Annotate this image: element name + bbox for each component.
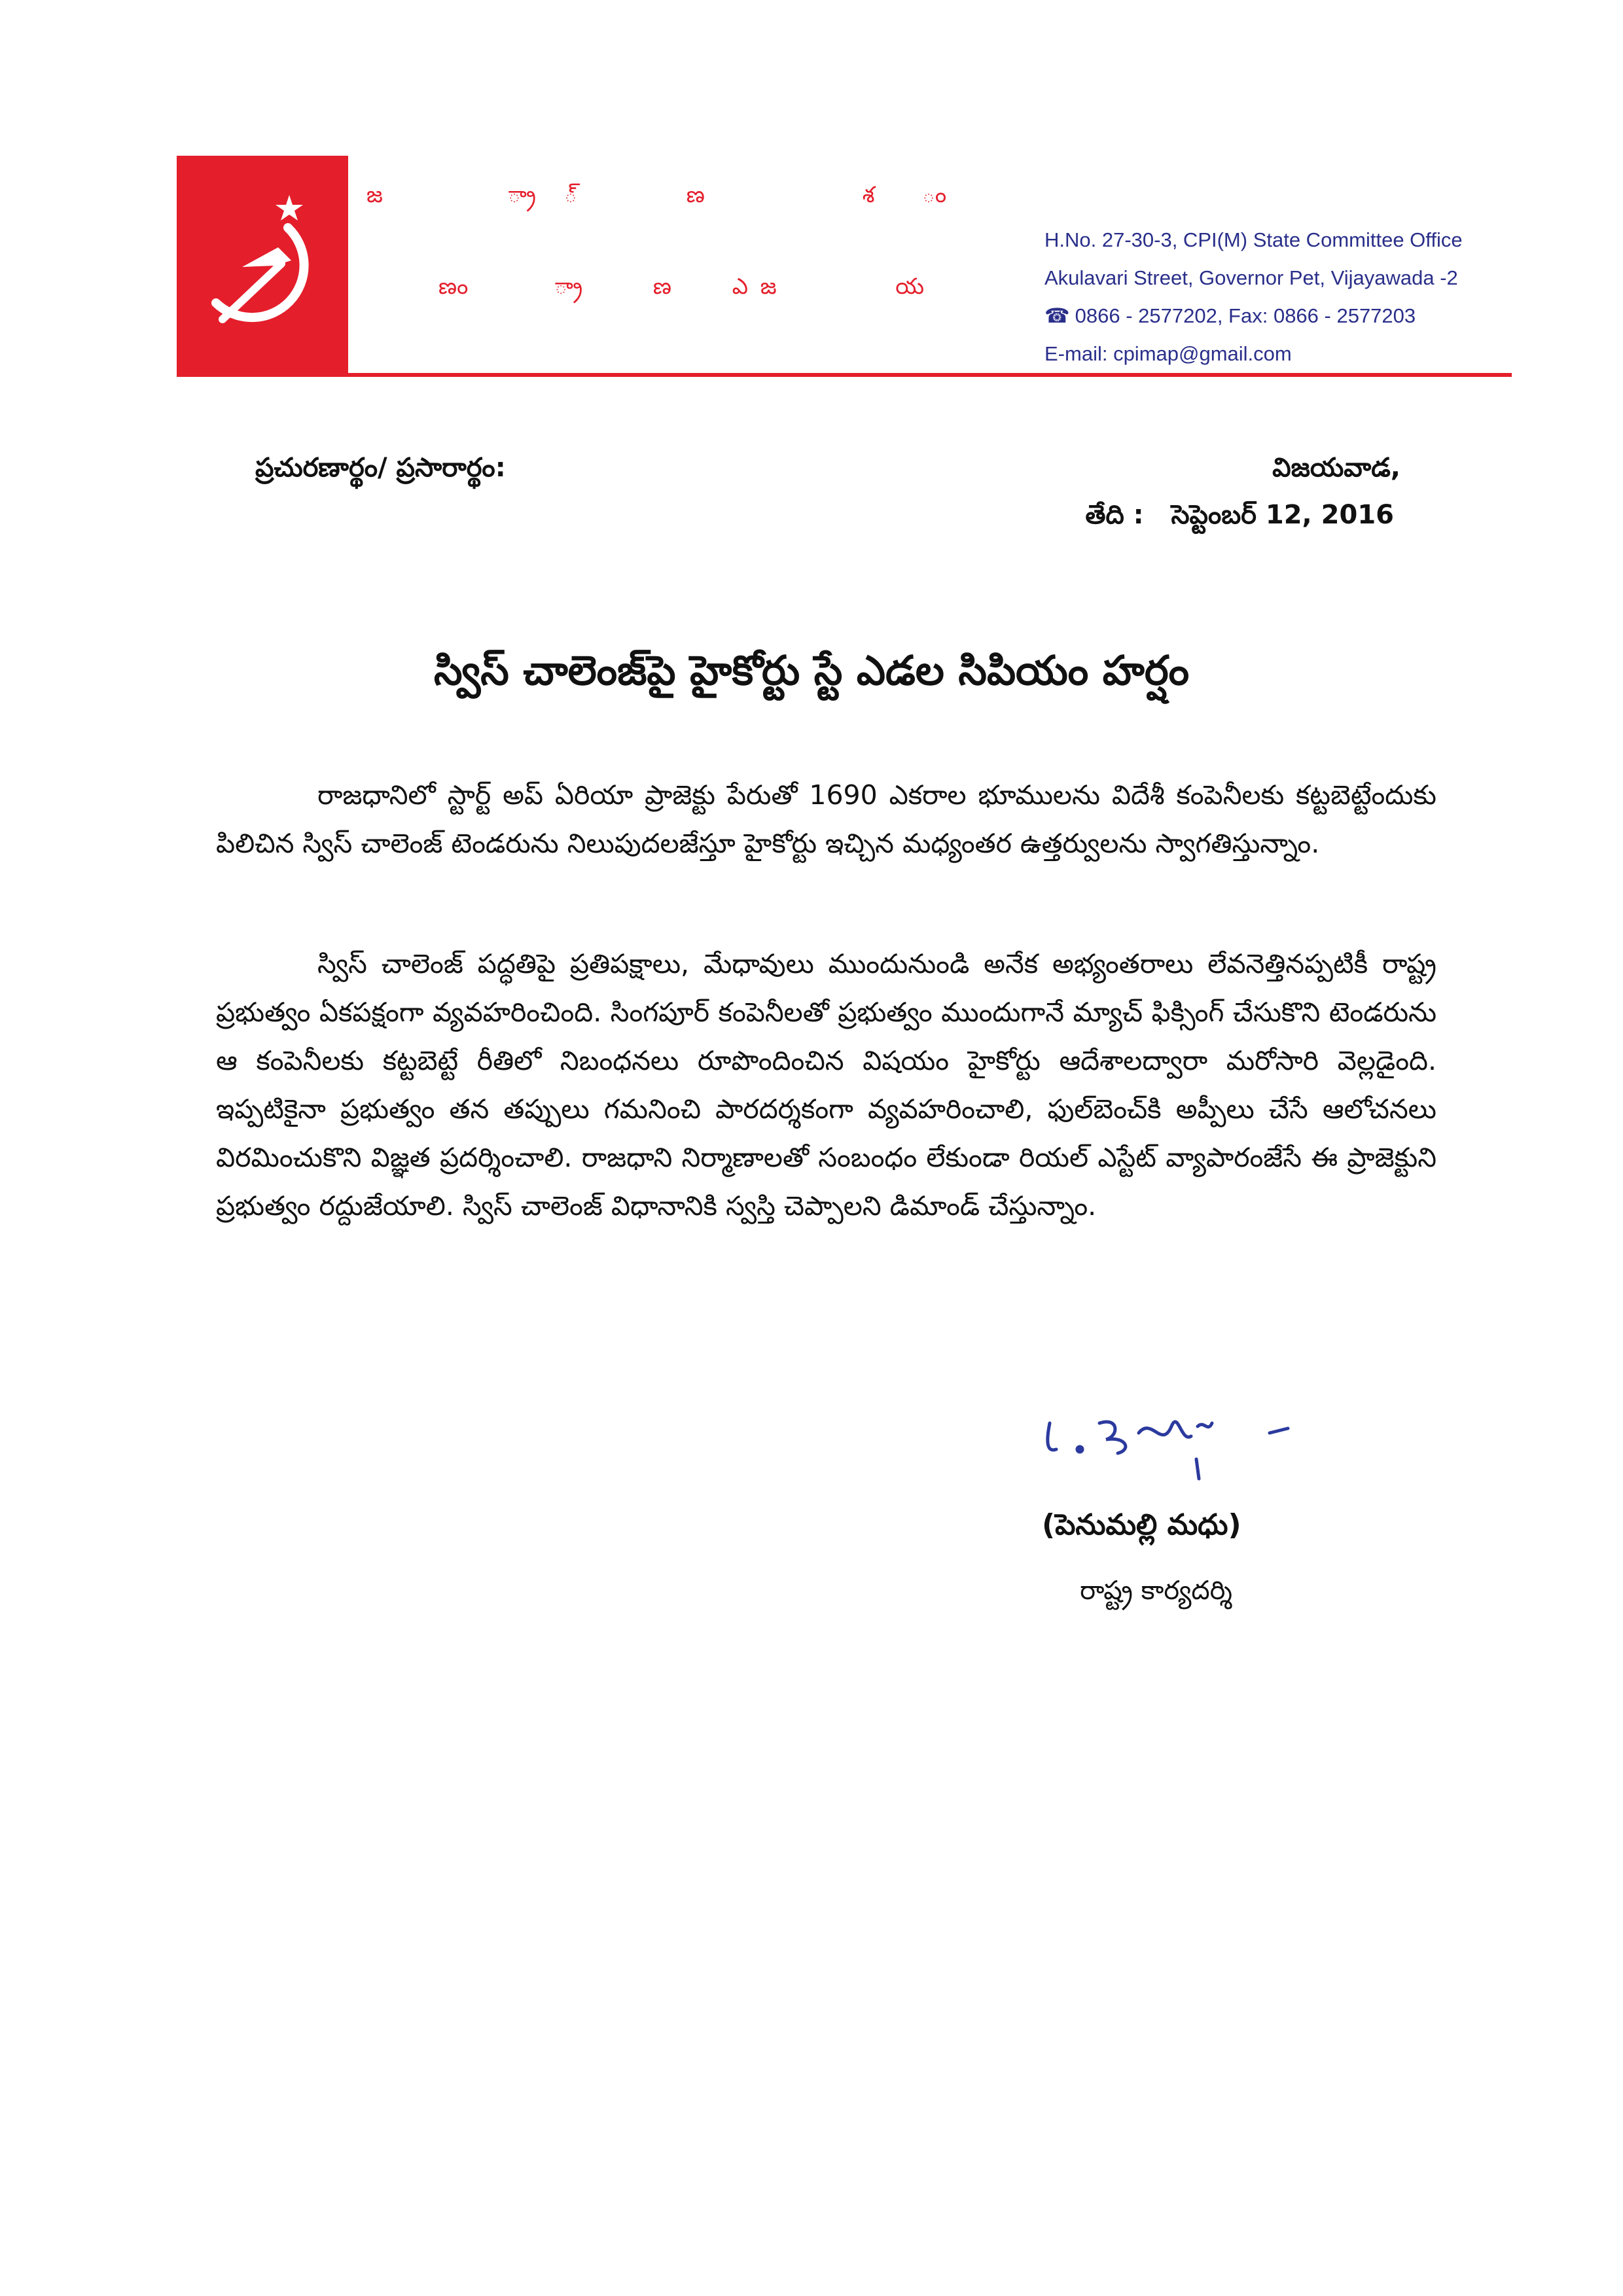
paragraph-text: రాజధానిలో స్టార్ట్ అప్ ఏరియా ప్రాజెక్టు పేరుతో 1690 ఎకరాల భూములను విదేశీ కంపెనీలకు కట్టబెట్టేందుకు పిలిచిన స్విస్ చాలెంజ్ టెండరును నిలుపుదలజేస్తూ హైకోర్టు ఇచ్చిన మధ్యంతర ఉత్తర్వులను స్వాగతిస్తున్నాం.: [216, 779, 1436, 859]
body-paragraph-2: [216, 940, 1436, 1230]
contact-block: [1044, 221, 1463, 373]
page-title: స్విస్ చాలెంజ్‌పై హైకోర్టు స్టే ఎడల సిపియం హర్షం: [433, 646, 1190, 694]
date-row: [1085, 500, 1394, 537]
paragraph-text: స్విస్ చాలెంజ్ పద్ధతిపై ప్రతిపక్షాలు, మేధావులు ముందునుండి అనేక అభ్యంతరాలు లేవనెత్తినప్పటికీ రాష్ట్ర ప్రభుత్వం ఏకపక్షంగా వ్యవహరించింది. సింగపూర్ కంపెనీలతో ప్రభుత్వం ముందుగానే మ్యాచ్ ఫిక్సింగ్ చేసుకొని టెండరును ఆ కంపెనీలకు కట్టబెట్టే రీతిలో నిబంధనలు రూపొందించిన విషయం హైకోర్టు ఆదేశాలద్వారా మరోసారి వెల్లడైంది. ఇప్పటికైనా ప్రభుత్వం తన తప్పులు గమనించి పారదర్శకంగా వ్యవహరించాలి, ఫుల్‌బెంచ్‌కి అప్పీలు చేసే ఆలోచనలు విరమించుకొని విజ్ఞత ప్రదర్శించాలి. రాజధాని నిర్మాణాలతో సంబంధం లేకుండా రియల్ ఎస్టేట్ వ్యాపారంజేసే ఈ ప్రాజెక్టుని ప్రభుత్వం రద్దుజేయాలి. స్విస్ చాలెంజ్ విధానానికి స్వస్తి చెప్పాలని డిమాండ్ చేస్తున్నాం.: [216, 948, 1436, 1222]
date-label: తేది :: [1085, 500, 1144, 530]
release-label: ప్రచురణార్థం/ ప్రసారార్థం:: [255, 453, 506, 483]
header-title-line1: జ ్రా ్ ణ శ ం: [366, 182, 950, 208]
email-line: E-mail: cpimap@gmail.com: [1044, 342, 1292, 365]
signatory-role: రాష్ట్ర కార్యదర్శి: [1080, 1576, 1233, 1606]
header-rule: [177, 373, 1512, 377]
phone-fax: 0866 - 2577202, Fax: 0866 - 2577203: [1075, 304, 1416, 327]
party-logo: [177, 156, 348, 375]
address-line-2: Akulavari Street, Governor Pet, Vijayawada -2: [1044, 266, 1458, 289]
hammer-sickle-icon: [177, 156, 348, 375]
handwritten-signature: [1041, 1397, 1302, 1498]
date-value: సెప్టెంబర్ 12, 2016: [1171, 500, 1394, 530]
signatory-name: (పెనుమల్లి మధు): [1042, 1508, 1241, 1542]
address-line-1: H.No. 27-30-3, CPI(M) State Committee Office: [1044, 228, 1463, 251]
header-title-line2: ణం ్రా ణ ఎ జ య: [438, 274, 927, 300]
phone-icon: ☎: [1044, 304, 1070, 327]
body-paragraph-1: [216, 771, 1436, 868]
place: విజయవాడ,: [1272, 453, 1400, 483]
phone-line: [1044, 297, 1463, 335]
